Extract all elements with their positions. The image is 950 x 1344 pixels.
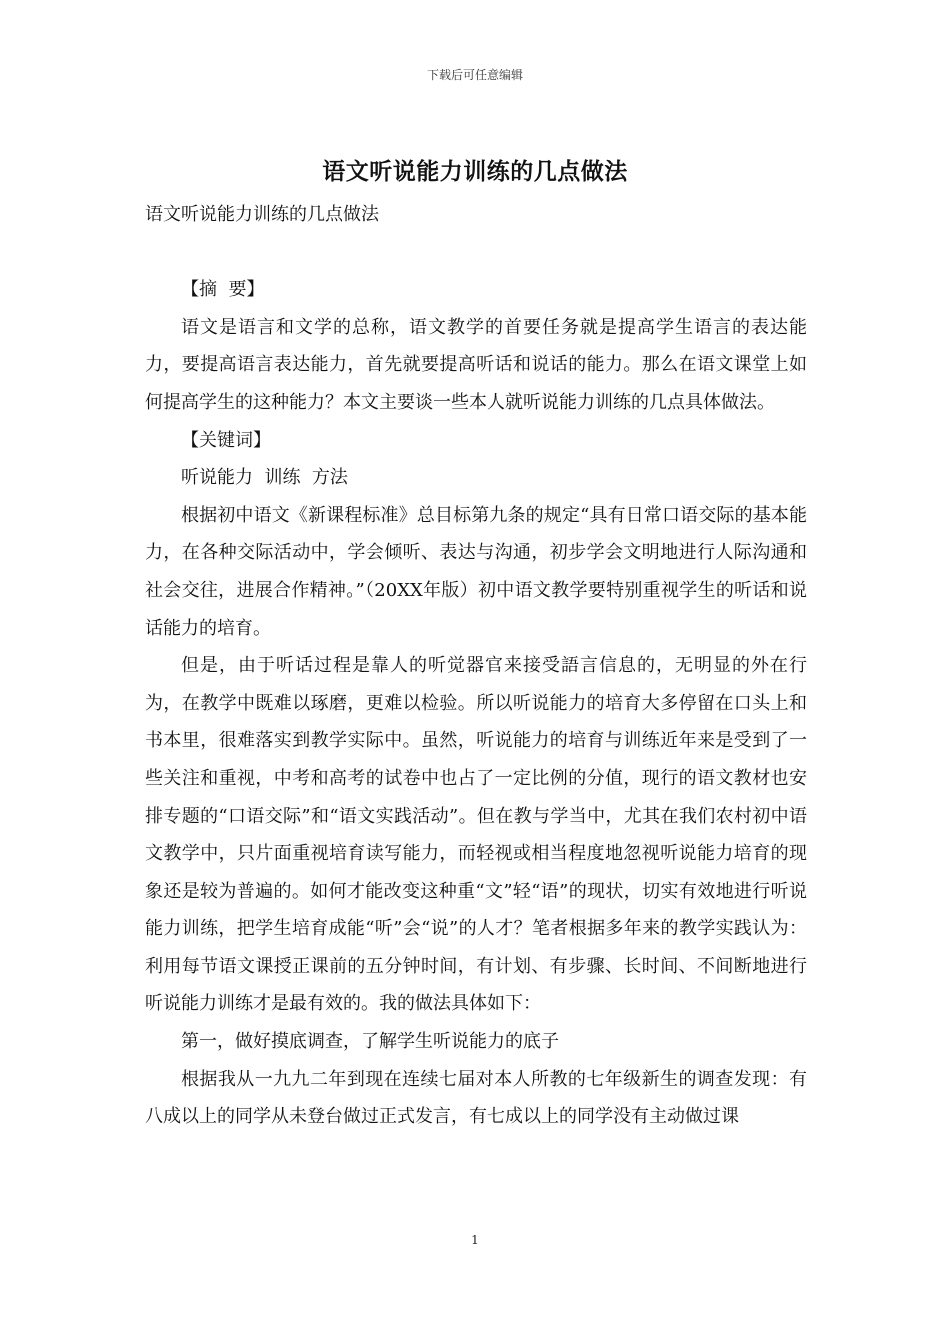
abstract-heading: 【摘 要】 (181, 279, 265, 301)
abstract-paragraph: 语文是语言和文学的总称，语文教学的首要任务就是提高学生语言的表达能力，要提高语言表达能力，首先就要提高听话和说话的能力。那么在语文课堂上如何提高学生的这种能力？本文主要谈一些本人就听说能力训练的几点具体做法。 (145, 316, 807, 413)
document-body (145, 196, 807, 1136)
section-heading: 第一，做好摸底调查，了解学生听说能力的底子 (181, 1031, 559, 1053)
header-note: 下载后可任意编辑 (426, 68, 523, 82)
document-subtitle: 语文听说能力训练的几点做法 (145, 204, 379, 225)
page-number: 1 (471, 1233, 479, 1247)
document-title: 语文听说能力训练的几点做法 (322, 158, 628, 185)
blank-line (145, 234, 807, 272)
body-paragraph: 根据我从一九九二年到现在连续七届对本人所教的七年级新生的调查发现：有八成以上的同学从未登台做过正式发言，有七成以上的同学没有主动做过课 (145, 1068, 807, 1128)
keywords-heading: 【关键词】 (181, 429, 271, 451)
body-paragraph: 但是，由于听话过程是靠人的听觉器官来接受語言信息的，无明显的外在行为，在教学中既难以琢磨，更难以检验。所以听说能力的培育大多停留在口头上和书本里，很难落实到教学实际中。虽然，听说能力的培育与训练近年来是受到了一些关注和重视，中考和高考的试卷中也占了一定比例的分值，现行的语文教材也安排专题的“口语交际”和“语文实践活动”。但在教与学当中，尤其在我们农村初中语文教学中，只片面重视培育读写能力，而轻视或相当程度地忽视听说能力培育的现象还是较为普遍的。如何才能改变这种重“文”轻“语”的现状，切实有效地进行听说能力训练，把学生培育成能“听”会“说”的人才？笔者根据多年来的教学实践认为：利用每节语文课授正课前的五分钟时间，有计划、有步骤、长时间、不间断地进行听说能力训练才是最有效的。我的做法具体如下： (145, 655, 807, 1015)
keywords-paragraph: 听说能力 训练 方法 (181, 467, 348, 489)
body-paragraph: 根据初中语文《新课程标准》总目标第九条的规定“具有日常口语交际的基本能力，在各种交际活动中，学会倾听、表达与沟通，初步学会文明地进行人际沟通和社会交往，进展合作精神。”（20XX年版）初中语文教学要特别重视学生的听话和说话能力的培育。 (145, 504, 807, 639)
